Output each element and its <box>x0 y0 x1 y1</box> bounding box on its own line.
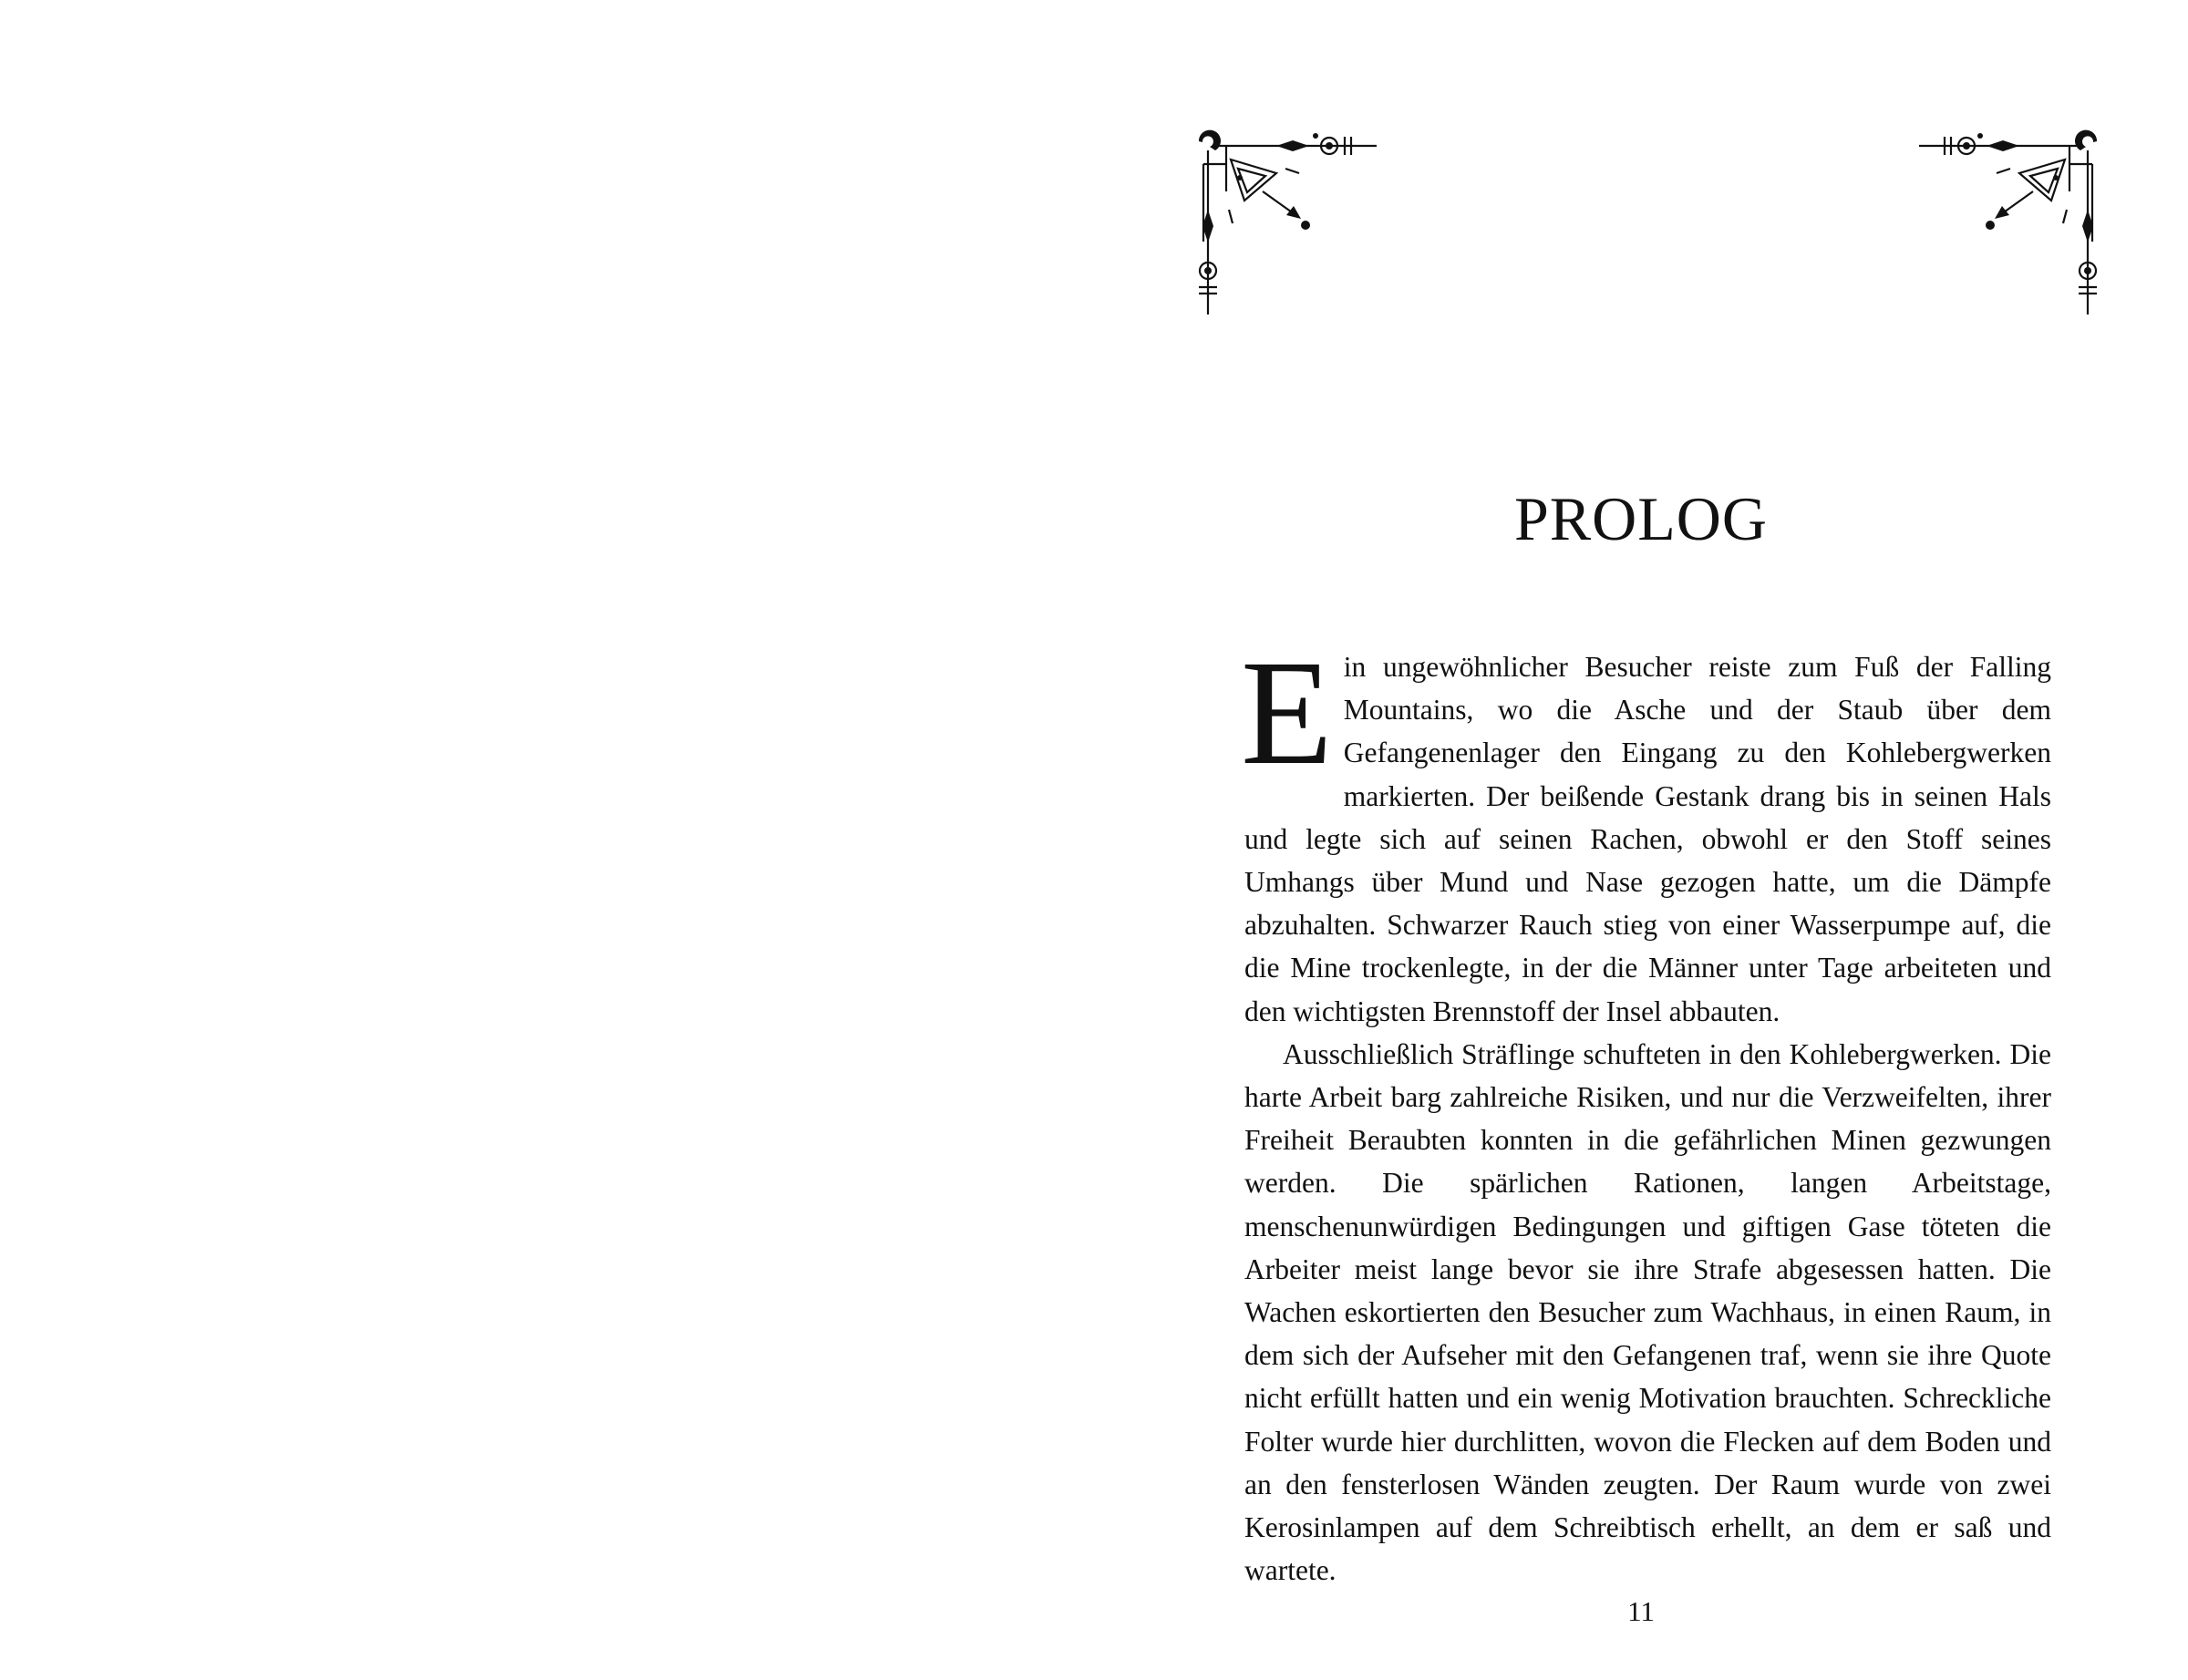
corner-ornament-icon-mirrored <box>1910 123 2111 324</box>
paragraph-2: Ausschließlich Sträflinge schufteten in den Kohlebergwerken. Die harte Arbeit barg zahlreiche Risiken, und nur die Verzweifelten, ihrer Freiheit Beraubten konnten in die gefährlichen Minen gezwungen werden. Die spärlichen Rationen, langen Arbeitstage, menschenunwürdigen Bedingungen und giftigen Gase töteten die Arbeiter meist lange bevor sie ihre Strafe abgesessen hatten. Die Wachen eskortierten den Besucher zum Wachhaus, in einen Raum, in dem sich der Aufseher mit den Gefangenen traf, wenn sie ihre Quote nicht erfüllt hatten und ein wenig Motivation brauchten. Schreckliche Folter wurde hier durchlitten, wovon die Flecken auf dem Boden und an den fensterlosen Wänden zeugten. Der Raum wurde von zwei Kerosinlampen auf dem Schreibtisch erhellt, an dem er saß und wartete. <box>1244 1037 2051 1587</box>
drop-cap: E <box>1241 629 1333 796</box>
body-text <box>1241 629 2051 1592</box>
page-number: 11 <box>1627 1595 1655 1627</box>
paragraph-1 <box>1241 629 2051 1033</box>
chapter-title: PROLOG <box>1513 484 1769 553</box>
corner-ornament-icon <box>1185 123 1386 324</box>
paragraph-1-text: in ungewöhnlicher Besucher reiste zum Fuß der Falling Mountains, wo die Asche und der Staub über dem Gefangenenlager den Eingang zu den Kohlebergwerken markierten. Der beißende Gestank drang bis in seinen Hals und legte sich auf seinen Rachen, obwohl er den Stoff seines Umhangs über Mund und Nase gezogen hatte, um die Dämpfe abzuhalten. Schwarzer Rauch stieg von einer Wasserpumpe auf, die die Mine trockenlegte, in der die Männer unter Tage arbeiteten und den wichtigsten Brennstoff der Insel abbauten. <box>1244 651 2051 1027</box>
